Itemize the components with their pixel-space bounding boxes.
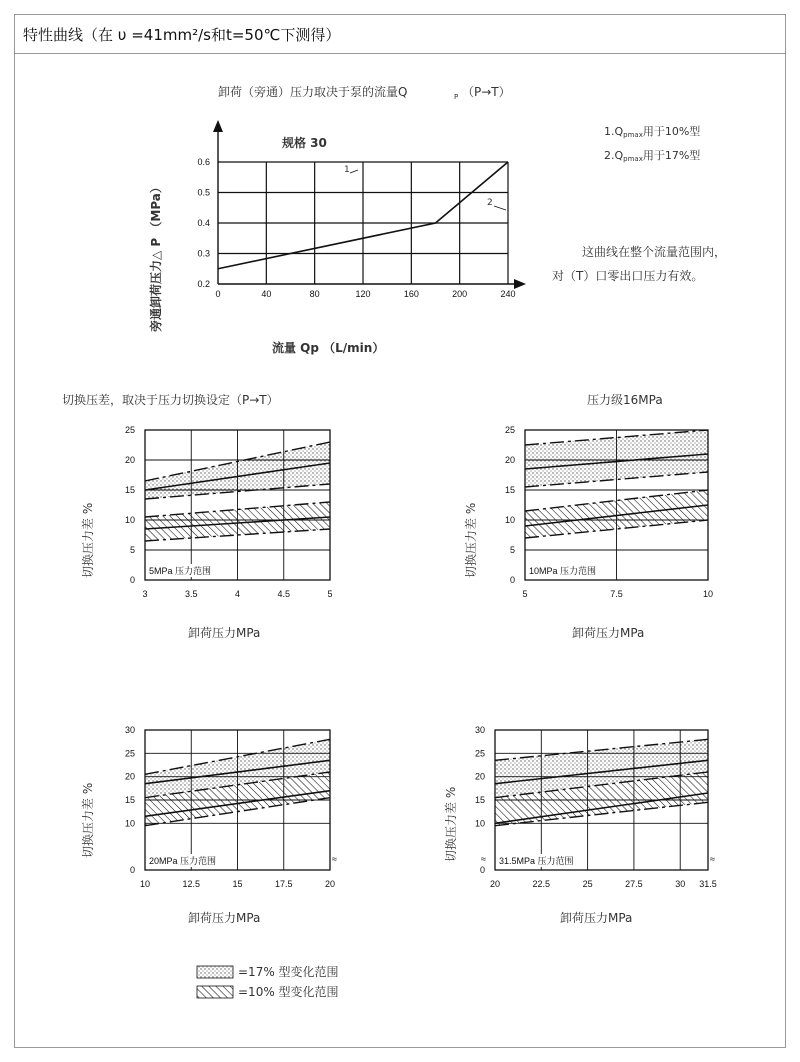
axis-break-mark: ≈ — [332, 854, 337, 864]
ytick-label: 0 — [129, 575, 135, 585]
chart1-xtick-label: 160 — [403, 289, 419, 299]
xtick-label: 7.5 — [610, 589, 623, 599]
ytick-label: 20 — [504, 455, 515, 465]
note-2: 2.Qpmax用于17%型 — [604, 149, 701, 163]
xtick-label: 22.5 — [532, 879, 551, 889]
legend-hatched-swatch — [197, 986, 233, 998]
y-axis-label: 切换压力差 % — [81, 502, 95, 578]
ytick-label: 15 — [474, 795, 485, 805]
ytick-label: 10 — [124, 818, 135, 829]
legend — [197, 964, 339, 999]
xtick-label: 5 — [522, 589, 528, 599]
xtick-label: 4 — [234, 589, 241, 599]
switching-chart-5mpa — [62, 392, 333, 640]
xtick-label: 20 — [489, 879, 501, 889]
chart1-y-arrow — [213, 120, 223, 132]
chart1-xtick-label: 240 — [500, 289, 516, 299]
ytick-label: 15 — [124, 795, 135, 805]
bypass-pressure-chart — [148, 84, 726, 355]
chart1-y-label: 旁通卸荷压力△ P （MPa） — [149, 181, 163, 332]
y-axis-label: 切换压力差 % — [81, 782, 95, 858]
chart1-ytick-label: 0.2 — [197, 279, 210, 289]
bands-group — [495, 739, 708, 825]
chart1-xtick-label: 80 — [309, 289, 320, 299]
ytick-label: 25 — [504, 425, 515, 435]
xtick-label: 3.5 — [184, 589, 198, 599]
note-1: 1.Qpmax用于10%型 — [604, 125, 701, 139]
xtick-label: 31.5 — [699, 879, 717, 889]
legend-dotted-swatch — [197, 966, 233, 978]
ytick-label: 10 — [504, 515, 515, 525]
ytick-label: 15 — [504, 485, 515, 495]
range-label: 5MPa 压力范围 — [149, 566, 212, 576]
ytick-label: 30 — [474, 725, 485, 735]
chart1-subtitle: 规格 30 — [282, 136, 327, 150]
ytick-label: 0 — [509, 575, 515, 585]
y-axis-label: 切换压力差 % — [444, 786, 458, 862]
ytick-label: 30 — [124, 725, 135, 735]
ytick-label: 20 — [124, 455, 135, 465]
chart1-x-arrow — [514, 279, 526, 289]
ytick-label: 25 — [474, 748, 485, 759]
legend-hatched-label: =10% 型变化范围 — [238, 985, 339, 999]
chart1-xtick-label: 200 — [452, 289, 468, 299]
chart1-title-tail: （P→T） — [462, 85, 511, 99]
ytick-label: 25 — [124, 425, 135, 435]
remark-line-2: 对（T）口零出口压力有效。 — [552, 269, 704, 283]
ytick-label: 20 — [124, 771, 135, 782]
xtick-label: 25 — [582, 879, 593, 889]
chart1-title: 卸荷（旁通）压力取决于泵的流量Q — [218, 85, 408, 99]
ytick-label: 20 — [474, 771, 485, 782]
xtick-label: 20 — [324, 879, 336, 889]
chart1-x-label: 流量 Qp （L/min） — [272, 341, 385, 355]
x-axis-label: 卸荷压力MPa — [188, 911, 261, 925]
xtick-label: 10 — [139, 879, 151, 889]
chart1-title-subscript: P — [454, 93, 459, 101]
ytick-label: 25 — [124, 748, 135, 759]
chart1-curve-label-2: 2 — [487, 198, 493, 208]
chart1-curve-leader-2 — [494, 206, 506, 210]
axis-break-mark-left: ≈ — [481, 854, 486, 864]
chart1-curve-label-1: 1 — [344, 165, 350, 175]
page-title: 特性曲线（在 υ =41mm²/s和t=50℃下测得） — [23, 26, 341, 44]
chart1-curve-leader-1 — [350, 170, 358, 173]
xtick-label: 17.5 — [274, 879, 293, 889]
ytick-label: 0 — [129, 865, 135, 875]
chart1-ytick-label: 0.5 — [197, 187, 210, 198]
y-axis-label: 切换压力差 % — [464, 502, 478, 578]
legend-dotted-label: =17% 型变化范围 — [238, 965, 339, 979]
xtick-label: 4.5 — [277, 589, 291, 599]
switching-chart-20mpa — [80, 725, 337, 925]
chart1-ytick-label: 0.4 — [197, 218, 210, 228]
x-axis-label: 卸荷压力MPa — [188, 626, 261, 640]
range-label: 10MPa 压力范围 — [529, 566, 597, 576]
axis-break-mark: ≈ — [710, 854, 715, 864]
xtick-label: 3 — [142, 589, 148, 599]
chart-title: 压力级16MPa — [587, 393, 663, 407]
ytick-label: 10 — [474, 818, 485, 829]
ytick-label: 0 — [479, 865, 485, 875]
chart1-ytick-label: 0.6 — [197, 157, 210, 167]
xtick-label: 12.5 — [182, 879, 201, 889]
x-axis-label: 卸荷压力MPa — [572, 626, 645, 640]
xtick-label: 15 — [232, 879, 243, 889]
chart-title: 切换压差，取决于压力切换设定（P→T） — [62, 393, 279, 407]
ytick-label: 10 — [124, 515, 135, 525]
chart1-ticks — [197, 157, 515, 299]
ytick-label: 5 — [129, 545, 135, 555]
chart1-ytick-label: 0.3 — [197, 248, 210, 259]
xtick-label: 27.5 — [625, 879, 643, 889]
chart1-xtick-label: 40 — [261, 289, 272, 299]
chart1-xtick-label: 0 — [215, 289, 221, 299]
switching-chart-10mpa — [463, 392, 713, 640]
xtick-label: 5 — [327, 589, 333, 599]
ytick-label: 5 — [509, 545, 515, 555]
xtick-label: 30 — [675, 879, 686, 889]
x-axis-label: 卸荷压力MPa — [560, 911, 633, 925]
ytick-label: 15 — [124, 485, 135, 495]
switching-chart-31-5mpa — [443, 725, 717, 925]
chart1-xtick-label: 120 — [355, 289, 371, 299]
remark-line-1: 这曲线在整个流量范围内， — [582, 245, 727, 259]
range-label: 31.5MPa 压力范围 — [499, 856, 574, 866]
range-label: 20MPa 压力范围 — [149, 856, 217, 866]
xtick-label: 10 — [702, 589, 714, 599]
chart1-grid — [218, 162, 508, 284]
